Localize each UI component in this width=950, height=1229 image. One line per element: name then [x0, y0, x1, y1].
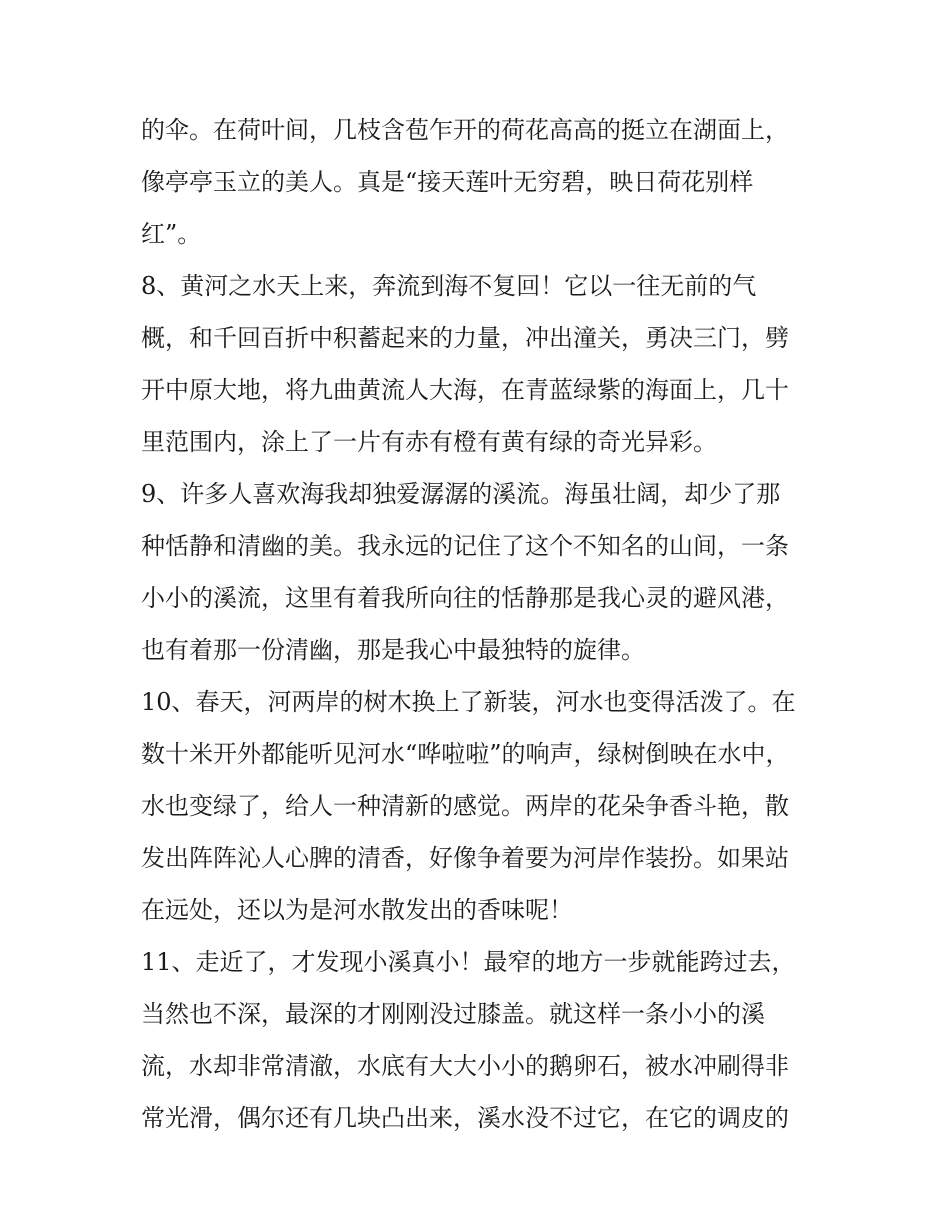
text-line: 8、黄河之水天上来，奔流到海不复回！它以一往无前的气 — [141, 272, 757, 300]
text-line: 里范围内，涂上了一片有赤有橙有黄有绿的奇光异彩。 — [141, 428, 717, 456]
text-line: 水也变绿了，给人一种清新的感觉。两岸的花朵争香斗艳，散 — [141, 792, 789, 820]
text-line: 发出阵阵沁人心脾的清香，好像争着要为河岸作装扮。如果站 — [141, 844, 789, 872]
text-line: 也有着那一份清幽，那是我心中最独特的旋律。 — [141, 636, 645, 664]
text-line: 种恬静和清幽的美。我永远的记住了这个不知名的山间，一条 — [141, 532, 789, 560]
text-line: 11、走近了，才发现小溪真小！最窄的地方一步就能跨过去， — [141, 948, 796, 976]
text-line: 红”。 — [141, 220, 202, 248]
text-line: 数十米开外都能听见河水“哗啦啦”的响声，绿树倒映在水中， — [141, 740, 790, 768]
text-line: 概，和千回百折中积蓄起来的力量，冲出潼关，勇决三门，劈 — [141, 324, 789, 352]
text-line: 常光滑，偶尔还有几块凸出来，溪水没不过它，在它的调皮的 — [141, 1104, 789, 1132]
text-line: 开中原大地，将九曲黄流人大海，在青蓝绿紫的海面上，几十 — [141, 376, 789, 404]
text-line: 流，水却非常清澈，水底有大大小小的鹅卵石，被水冲刷得非 — [141, 1052, 789, 1080]
text-line: 在远处，还以为是河水散发出的香味呢！ — [141, 896, 573, 924]
text-line: 9、许多人喜欢海我却独爱潺潺的溪流。海虽壮阔，却少了那 — [141, 480, 781, 508]
text-line: 10、春天，河两岸的树木换上了新装，河水也变得活泼了。在 — [141, 688, 796, 716]
text-line: 小小的溪流，这里有着我所向往的恬静那是我心灵的避风港， — [141, 584, 789, 612]
text-line: 当然也不深，最深的才刚刚没过膝盖。就这样一条小小的溪 — [141, 1000, 765, 1028]
text-line: 的伞。在荷叶间，几枝含苞乍开的荷花高高的挺立在湖面上， — [141, 116, 789, 144]
text-line: 像亭亭玉立的美人。真是“接天莲叶无穷碧，映日荷花别样 — [141, 168, 754, 196]
